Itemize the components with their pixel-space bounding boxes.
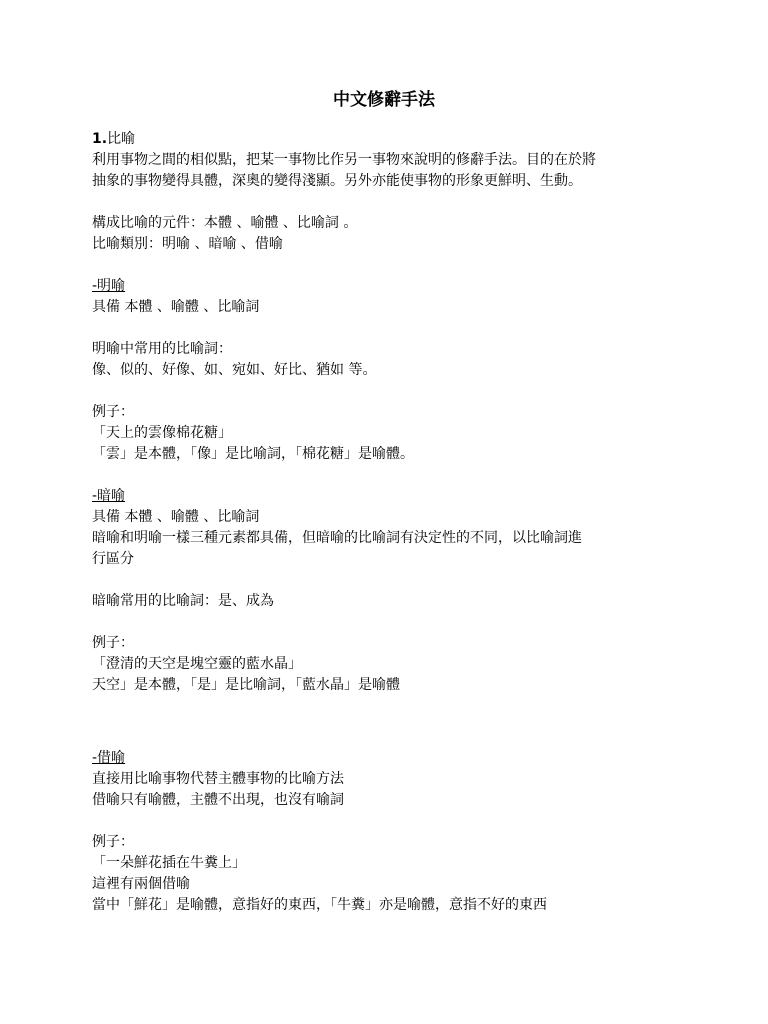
metonymy-definition: 直接用比喻事物代替主體事物的比喻方法 <box>92 771 344 787</box>
spacer <box>92 811 692 832</box>
simile-example: 「天上的雲像棉花糖」 <box>92 425 232 441</box>
simile-common-words: 像、似的、好像、如、宛如、好比、猶如 等。 <box>92 362 377 378</box>
metaphor-difference-line: 行區分 <box>92 551 134 567</box>
metonymy-example: 「一朵鮮花插在牛糞上」 <box>92 855 246 871</box>
elements-line: 構成比喻的元件：本體 、喻體 、比喻詞 。 <box>92 215 358 231</box>
spacer <box>92 570 692 591</box>
simile-parts: 具備 本體 、喻體 、比喻詞 <box>92 299 260 315</box>
metaphor-difference-line: 暗喻和明喻一樣三種元素都具備，但暗喻的比喻詞有決定性的不同，以比喻詞進 <box>92 530 582 546</box>
metaphor-parts: 具備 本體 、喻體 、比喻詞 <box>92 509 260 525</box>
spacer <box>92 318 692 339</box>
metaphor-heading: -暗喻 <box>92 488 126 504</box>
metonymy-heading: -借喻 <box>92 750 126 766</box>
spacer <box>92 255 692 276</box>
spacer <box>92 192 692 213</box>
metaphor-common-words: 暗喻常用的比喻詞：是、成為 <box>92 593 274 609</box>
spacer <box>92 727 692 748</box>
document-body <box>92 129 692 916</box>
simile-example-label: 例子： <box>92 404 134 420</box>
section-number: 1. <box>92 131 108 147</box>
metonymy-example-label: 例子： <box>92 834 134 850</box>
metonymy-explanation: 當中「鮮花」是喻體，意指好的東西，「牛糞」亦是喻體，意指不好的東西 <box>92 897 547 913</box>
intro-paragraph-line: 抽象的事物變得具體，深奧的變得淺顯。另外亦能使事物的形象更鮮明、生動。 <box>92 173 582 189</box>
spacer <box>92 465 692 486</box>
section-title: 比喻 <box>107 131 136 147</box>
simile-heading: -明喻 <box>92 278 126 294</box>
spacer <box>92 612 692 633</box>
metaphor-example-label: 例子： <box>92 635 134 651</box>
metonymy-count-note: 這裡有兩個借喻 <box>92 876 190 892</box>
simile-common-words-label: 明喻中常用的比喻詞： <box>92 341 232 357</box>
intro-paragraph-line: 利用事物之間的相似點，把某一事物比作另一事物來說明的修辭手法。目的在於將 <box>92 152 596 168</box>
document-title: 中文修辭手法 <box>333 90 435 110</box>
spacer <box>92 696 692 727</box>
metaphor-explanation: 天空」是本體，「是」是比喻詞，「藍水晶」是喻體 <box>92 677 400 693</box>
simile-explanation: 「雲」是本體，「像」是比喻詞，「棉花糖」是喻體。 <box>92 446 414 462</box>
metaphor-example: 「澄清的天空是塊空靈的藍水晶」 <box>92 656 302 672</box>
section-heading <box>92 129 692 150</box>
types-line: 比喻類別：明喻 、暗喻 、借喻 <box>92 236 283 252</box>
metonymy-note: 借喻只有喻體，主體不出現，也沒有喻詞 <box>92 792 344 808</box>
spacer <box>92 381 692 402</box>
